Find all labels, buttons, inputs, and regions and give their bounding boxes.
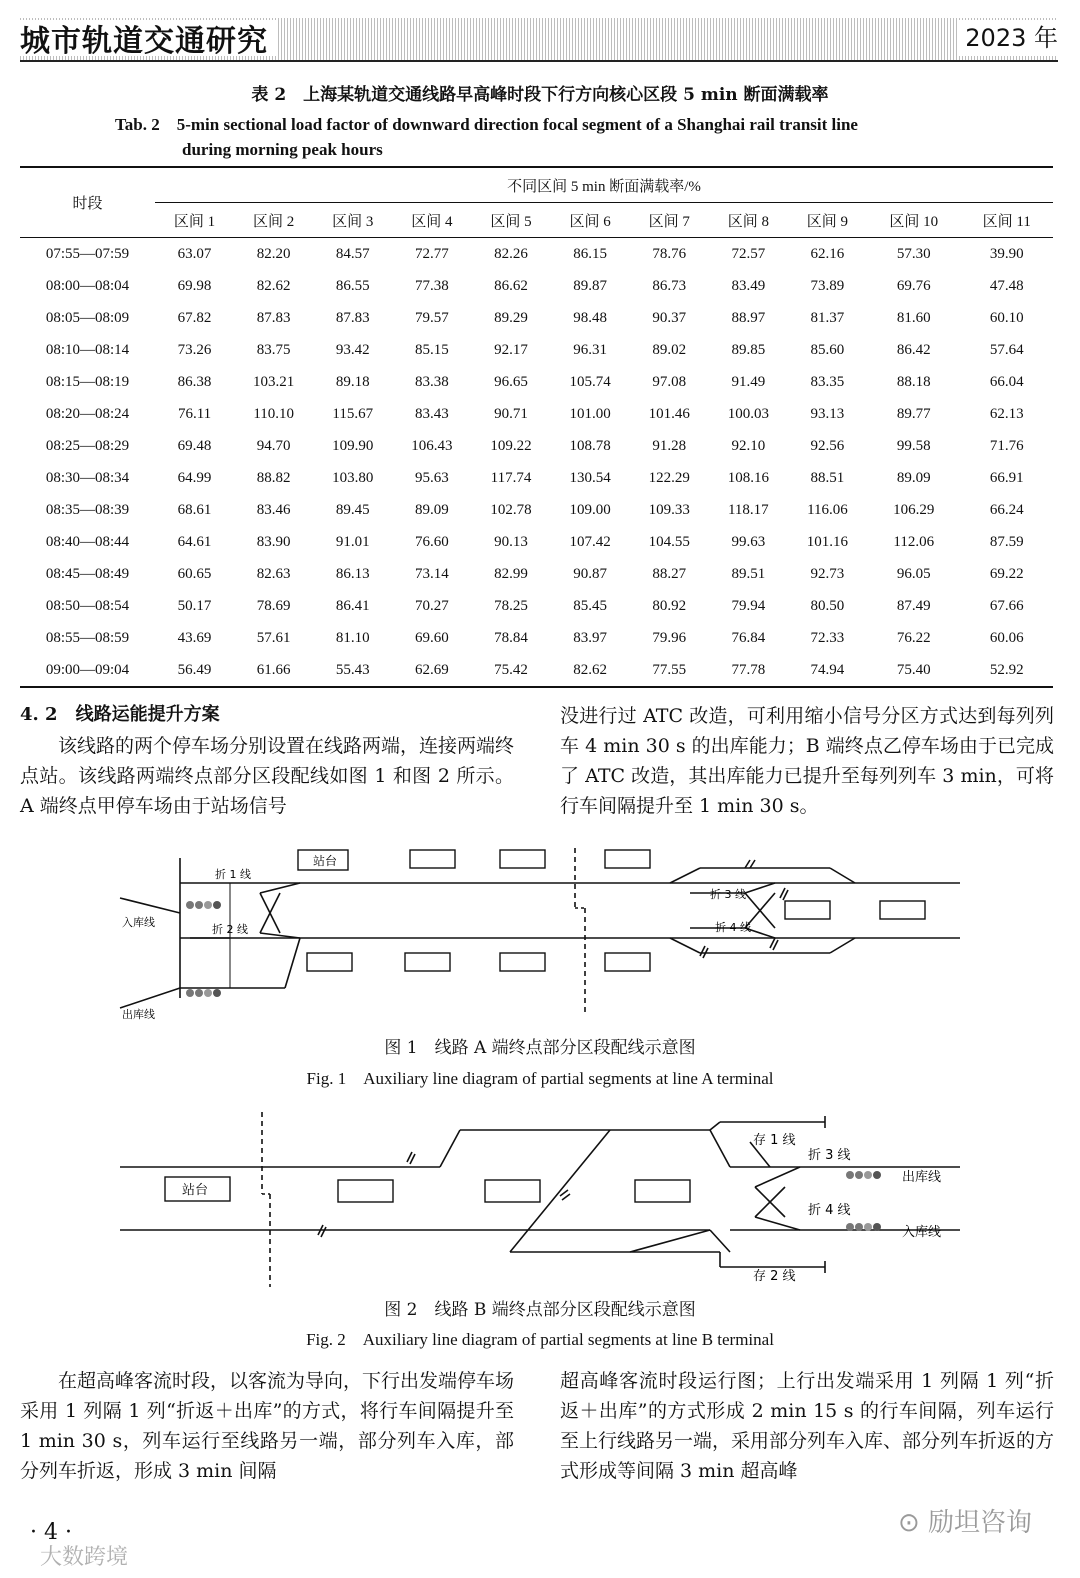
- load-factor-cell: 60.06: [989, 629, 1024, 646]
- table-row: [20, 398, 1053, 430]
- load-factor-cell: 78.69: [256, 597, 291, 614]
- journal-logo-text: 城市轨道交通研究: [20, 24, 268, 59]
- load-factor-cell: 86.41: [335, 597, 370, 614]
- fig2-store2-label: 存 2 线: [753, 1269, 796, 1284]
- load-factor-cell: 86.13: [335, 565, 370, 582]
- load-factor-cell: 55.43: [313, 654, 392, 687]
- load-factor-cell: 89.77: [896, 405, 931, 422]
- column-header: 区间 11: [960, 203, 1053, 238]
- figure-2-caption-en: Fig. 2 Auxiliary line diagram of partial segments at line B terminal: [306, 1330, 774, 1349]
- load-factor-cell: 76.60: [415, 533, 449, 550]
- load-factor-cell: 103.80: [332, 469, 374, 486]
- section-title: 4. 2 线路运能提升方案: [20, 704, 220, 725]
- load-factor-cell: 73.26: [177, 341, 212, 358]
- load-factor-cell: 99.63: [731, 533, 766, 550]
- fig1-turn2-label: 折 2 线: [212, 923, 248, 936]
- load-factor-cell: 60.10: [989, 309, 1024, 326]
- load-factor-cell: 96.65: [494, 373, 528, 390]
- load-factor-cell: 43.69: [177, 629, 212, 646]
- load-factor-cell: 73.14: [415, 565, 449, 582]
- fig1-turn1-label: 折 1 线: [215, 868, 251, 881]
- load-factor-cell: 72.33: [810, 629, 845, 646]
- load-factor-cell: 109.33: [648, 501, 690, 518]
- load-factor-cell: 86.62: [494, 277, 528, 294]
- load-factor-cell: 72.57: [731, 245, 766, 262]
- load-factor-cell: 60.65: [177, 565, 212, 582]
- load-factor-cell: 87.59: [989, 533, 1024, 550]
- load-factor-cell: 83.35: [810, 373, 845, 390]
- load-factor-cell: 75.40: [867, 654, 960, 687]
- load-factor-cell: 103.21: [253, 373, 295, 390]
- column-header: 区间 8: [709, 203, 788, 238]
- period-header: 时段: [20, 167, 155, 238]
- load-factor-cell: 66.04: [989, 373, 1024, 390]
- figure-2-caption-cn: 图 2 线路 B 端终点部分区段配线示意图: [384, 1300, 696, 1320]
- column-header: 区间 10: [867, 203, 960, 238]
- period-cell: 08:05—08:09: [45, 309, 130, 326]
- load-factor-cell: 69.60: [415, 629, 449, 646]
- page-number: · 4 ·: [30, 1520, 72, 1545]
- load-factor-cell: 69.22: [989, 565, 1024, 582]
- period-cell: 08:45—08:49: [45, 565, 130, 582]
- load-factor-cell: 75.42: [471, 654, 550, 687]
- load-factor-cell: 69.98: [177, 277, 212, 294]
- load-factor-cell: 94.70: [256, 437, 291, 454]
- load-factor-cell: 62.13: [989, 405, 1024, 422]
- load-factor-cell: 101.16: [806, 533, 849, 550]
- load-factor-cell: 76.11: [177, 405, 212, 422]
- load-factor-cell: 106.43: [411, 437, 453, 454]
- load-factor-cell: 69.76: [896, 277, 931, 294]
- load-factor-cell: 82.63: [256, 565, 291, 582]
- table-caption-cn: 表 2 上海某轨道交通线路早高峰时段下行方向核心区段 5 min 断面满载率: [251, 85, 829, 105]
- load-factor-cell: 81.60: [896, 309, 931, 326]
- fig2-in-depot-label: 入库线: [902, 1225, 942, 1240]
- load-factor-cell: 99.58: [896, 437, 931, 454]
- table-row: [20, 334, 1053, 366]
- column-header: 区间 7: [630, 203, 709, 238]
- column-header: 区间 6: [551, 203, 630, 238]
- load-factor-cell: 89.09: [415, 501, 449, 518]
- table-row: [20, 558, 1053, 590]
- period-cell: 08:55—08:59: [45, 629, 130, 646]
- journal-year: 2023 年: [957, 20, 1058, 56]
- column-header-row: [20, 203, 1053, 238]
- table-row: [20, 366, 1053, 398]
- load-factor-cell: 57.30: [896, 245, 931, 262]
- load-factor-cell: 108.78: [569, 437, 611, 454]
- load-factor-cell: 118.17: [727, 501, 769, 518]
- load-factor-cell: 82.20: [256, 245, 291, 262]
- period-cell: 08:30—08:34: [45, 469, 130, 486]
- load-factor-cell: 109.00: [569, 501, 611, 518]
- paragraph-left-bottom: 在超高峰客流时段，以客流为导向，下行出发端停车场采用 1 列隔 1 列“折返＋出库”的方式，将行车间隔提升至 1 min 30 s，列车运行至线路另一端，部分列车入库，部分列车折返，形成 3 min 间隔: [20, 1370, 515, 1482]
- load-factor-cell: 73.89: [810, 277, 845, 294]
- load-factor-cell: 78.84: [494, 629, 528, 646]
- fig1-station-label: 站台: [313, 854, 338, 868]
- load-factor-cell: 92.17: [494, 341, 528, 358]
- watermark-wechat: ⊙ 励坦咨询: [898, 1508, 1033, 1538]
- fig2-station-label: 站台: [182, 1183, 209, 1198]
- load-factor-cell: 70.27: [415, 597, 449, 614]
- load-factor-cell: 115.67: [332, 405, 374, 422]
- table-row: [20, 590, 1053, 622]
- load-factor-cell: 89.18: [335, 373, 370, 390]
- load-factor-cell: 87.83: [335, 309, 370, 326]
- table-row: [20, 302, 1053, 334]
- load-factor-cell: 96.05: [896, 565, 931, 582]
- table-row: [20, 270, 1053, 302]
- load-factor-cell: 52.92: [960, 654, 1053, 687]
- load-factor-cell: 86.15: [573, 245, 607, 262]
- load-factor-cell: 102.78: [490, 501, 532, 518]
- column-header: 区间 1: [155, 203, 234, 238]
- load-factor-cell: 86.73: [652, 277, 687, 294]
- load-factor-cell: 109.22: [490, 437, 532, 454]
- load-factor-cell: 68.61: [177, 501, 212, 518]
- figure-1-caption-en: Fig. 1 Auxiliary line diagram of partial segments at line A terminal: [306, 1069, 774, 1088]
- table-row: [20, 526, 1053, 558]
- load-factor-cell: 96.31: [573, 341, 607, 358]
- group-header: 不同区间 5 min 断面满载率/%: [155, 167, 1053, 203]
- load-factor-cell: 112.06: [893, 533, 935, 550]
- load-factor-cell: 90.87: [573, 565, 607, 582]
- load-factor-cell: 92.56: [810, 437, 845, 454]
- load-factor-cell: 92.73: [810, 565, 845, 582]
- load-factor-cell: 84.57: [335, 245, 370, 262]
- load-factor-cell: 81.37: [810, 309, 845, 326]
- load-factor-cell: 80.50: [810, 597, 845, 614]
- load-factor-cell: 85.45: [573, 597, 607, 614]
- load-factor-cell: 122.29: [648, 469, 690, 486]
- table-body: [20, 238, 1053, 688]
- load-factor-cell: 85.60: [810, 341, 845, 358]
- load-factor-cell: 104.55: [648, 533, 690, 550]
- period-cell: 08:00—08:04: [45, 277, 130, 294]
- load-factor-cell: 71.76: [989, 437, 1024, 454]
- load-factor-cell: 66.91: [989, 469, 1024, 486]
- load-factor-cell: 77.78: [709, 654, 788, 687]
- load-factor-cell: 77.55: [630, 654, 709, 687]
- paragraph-left-top: 该线路的两个停车场分别设置在线路两端，连接两端终点站。该线路两端终点部分区段配线如图 1 和图 2 所示。A 端终点甲停车场由于站场信号: [20, 735, 515, 817]
- load-factor-cell: 106.29: [893, 501, 935, 518]
- load-factor-cell: 83.90: [256, 533, 291, 550]
- load-factor-cell: 91.01: [335, 533, 370, 550]
- period-cell: 07:55—07:59: [45, 245, 130, 262]
- load-factor-cell: 93.42: [335, 341, 370, 358]
- load-factor-cell: 56.49: [155, 654, 234, 687]
- fig2-store1-label: 存 1 线: [753, 1133, 796, 1148]
- load-factor-cell: 117.74: [490, 469, 532, 486]
- load-factor-cell: 78.76: [652, 245, 687, 262]
- load-factor-cell: 95.63: [415, 469, 449, 486]
- figure-1-caption-cn: 图 1 线路 A 端终点部分区段配线示意图: [384, 1038, 696, 1058]
- load-factor-cell: 93.13: [810, 405, 845, 422]
- table-caption-en-line2: during morning peak hours: [182, 140, 383, 159]
- load-factor-cell: 72.77: [415, 245, 449, 262]
- fig1-turn4-label: 折 4 线: [715, 921, 751, 934]
- figure-2-diagram: [110, 1102, 970, 1292]
- period-cell: 09:00—09:04: [20, 654, 155, 687]
- load-factor-cell: 78.25: [494, 597, 528, 614]
- load-factor-cell: 47.48: [989, 277, 1024, 294]
- load-factor-cell: 62.69: [392, 654, 471, 687]
- fig2-turn3-label: 折 3 线: [808, 1148, 851, 1163]
- load-factor-cell: 98.48: [573, 309, 607, 326]
- load-factor-cell: 88.27: [652, 565, 687, 582]
- period-cell: 08:15—08:19: [45, 373, 130, 390]
- load-factor-cell: 89.45: [335, 501, 370, 518]
- journal-header: [20, 18, 1058, 62]
- table-row: [20, 494, 1053, 526]
- load-factor-cell: 130.54: [569, 469, 611, 486]
- load-factor-cell: 63.07: [177, 245, 212, 262]
- load-factor-cell: 92.10: [731, 437, 766, 454]
- load-factor-cell: 83.46: [256, 501, 291, 518]
- load-factor-cell: 89.29: [494, 309, 528, 326]
- column-header: 区间 3: [313, 203, 392, 238]
- load-factor-cell: 39.90: [989, 245, 1024, 262]
- load-factor-cell: 91.28: [652, 437, 687, 454]
- column-header: 区间 4: [392, 203, 471, 238]
- load-factor-cell: 82.62: [551, 654, 630, 687]
- load-factor-cell: 69.48: [177, 437, 212, 454]
- load-factor-cell: 89.02: [652, 341, 687, 358]
- load-factor-cell: 82.26: [494, 245, 528, 262]
- load-factor-cell: 90.37: [652, 309, 687, 326]
- fig2-out-depot-label: 出库线: [902, 1170, 942, 1185]
- period-cell: 08:35—08:39: [45, 501, 130, 518]
- load-factor-cell: 86.42: [896, 341, 931, 358]
- load-factor-cell: 116.06: [807, 501, 848, 518]
- load-factor-cell: 89.09: [896, 469, 931, 486]
- load-factor-cell: 76.84: [731, 629, 766, 646]
- load-factor-cell: 74.94: [788, 654, 867, 687]
- load-factor-cell: 89.87: [573, 277, 607, 294]
- load-factor-cell: 87.83: [256, 309, 291, 326]
- load-factor-cell: 90.71: [494, 405, 528, 422]
- load-factor-cell: 83.49: [731, 277, 766, 294]
- watermark-bottom: 大数跨境: [40, 1545, 129, 1570]
- period-cell: 08:40—08:44: [45, 533, 130, 550]
- table-row: [20, 622, 1053, 654]
- column-header: 区间 9: [788, 203, 867, 238]
- journal-logo: [20, 20, 276, 59]
- load-factor-cell: 88.97: [731, 309, 766, 326]
- load-factor-cell: 83.38: [415, 373, 449, 390]
- table-row: [20, 430, 1053, 462]
- load-factor-cell: 108.16: [727, 469, 769, 486]
- table-row: [20, 238, 1053, 271]
- table-caption-en-line1: Tab. 2 5-min sectional load factor of downward direction focal segment of a Shanghai rail transit line: [115, 115, 858, 134]
- load-factor-cell: 89.51: [731, 565, 766, 582]
- load-factor-cell: 67.66: [989, 597, 1024, 614]
- fig1-in-depot-label: 入库线: [122, 916, 155, 929]
- load-factor-cell: 80.92: [652, 597, 687, 614]
- load-factor-cell: 64.99: [177, 469, 212, 486]
- load-factor-cell: 57.64: [989, 341, 1024, 358]
- table-row: [20, 654, 1053, 687]
- load-factor-cell: 81.10: [335, 629, 370, 646]
- load-factor-cell: 88.18: [896, 373, 931, 390]
- load-factor-cell: 90.13: [494, 533, 528, 550]
- load-factor-cell: 107.42: [569, 533, 611, 550]
- column-header: 区间 5: [471, 203, 550, 238]
- load-factor-cell: 85.15: [415, 341, 449, 358]
- load-factor-cell: 91.49: [731, 373, 766, 390]
- load-factor-cell: 86.38: [177, 373, 212, 390]
- load-factor-cell: 79.94: [731, 597, 766, 614]
- load-factor-cell: 110.10: [253, 405, 295, 422]
- load-factor-table: [20, 166, 1053, 688]
- load-factor-cell: 105.74: [569, 373, 611, 390]
- load-factor-cell: 100.03: [727, 405, 769, 422]
- period-cell: 08:50—08:54: [45, 597, 130, 614]
- table-row: [20, 462, 1053, 494]
- load-factor-cell: 97.08: [652, 373, 687, 390]
- load-factor-cell: 101.46: [648, 405, 690, 422]
- load-factor-cell: 101.00: [569, 405, 611, 422]
- load-factor-cell: 109.90: [332, 437, 374, 454]
- load-factor-cell: 89.85: [731, 341, 766, 358]
- paragraph-right-top: 没进行过 ATC 改造，可利用缩小信号分区方式达到每列列车 4 min 30 s 的出库能力；B 端终点乙停车场由于已完成了 ATC 改造，其出库能力已提升至每列列车 3 min，可将行车间隔提升至 1 min 30 s。: [560, 705, 1054, 817]
- column-header: 区间 2: [234, 203, 313, 238]
- load-factor-cell: 79.96: [652, 629, 687, 646]
- fig1-turn3-label: 折 3 线: [710, 888, 746, 901]
- fig1-out-depot-label: 出库线: [122, 1008, 155, 1021]
- load-factor-cell: 61.66: [234, 654, 313, 687]
- load-factor-cell: 88.82: [256, 469, 291, 486]
- load-factor-cell: 83.97: [573, 629, 607, 646]
- load-factor-cell: 77.38: [415, 277, 449, 294]
- load-factor-cell: 88.51: [810, 469, 845, 486]
- figure-1-diagram: [110, 838, 970, 1028]
- load-factor-cell: 62.16: [810, 245, 845, 262]
- period-cell: 08:25—08:29: [45, 437, 130, 454]
- load-factor-cell: 64.61: [177, 533, 212, 550]
- load-factor-cell: 57.61: [256, 629, 291, 646]
- paragraph-right-bottom: 超高峰客流时段运行图；上行出发端采用 1 列隔 1 列“折返＋出库”的方式形成 2 min 15 s 的行车间隔，列车运行至上行线路另一端，采用部分列车入库、部分列车折返的方式形成等间隔 3 min 超高峰: [560, 1370, 1055, 1482]
- load-factor-cell: 83.43: [415, 405, 449, 422]
- load-factor-cell: 67.82: [177, 309, 212, 326]
- load-factor-cell: 66.24: [989, 501, 1024, 518]
- load-factor-cell: 87.49: [896, 597, 931, 614]
- load-factor-cell: 83.75: [256, 341, 291, 358]
- load-factor-cell: 50.17: [177, 597, 212, 614]
- load-factor-cell: 79.57: [415, 309, 449, 326]
- load-factor-cell: 82.99: [494, 565, 528, 582]
- period-cell: 08:20—08:24: [45, 405, 130, 422]
- load-factor-cell: 76.22: [896, 629, 931, 646]
- period-cell: 08:10—08:14: [45, 341, 130, 358]
- fig2-turn4-label: 折 4 线: [808, 1203, 851, 1218]
- load-factor-cell: 86.55: [335, 277, 370, 294]
- load-factor-cell: 82.62: [256, 277, 291, 294]
